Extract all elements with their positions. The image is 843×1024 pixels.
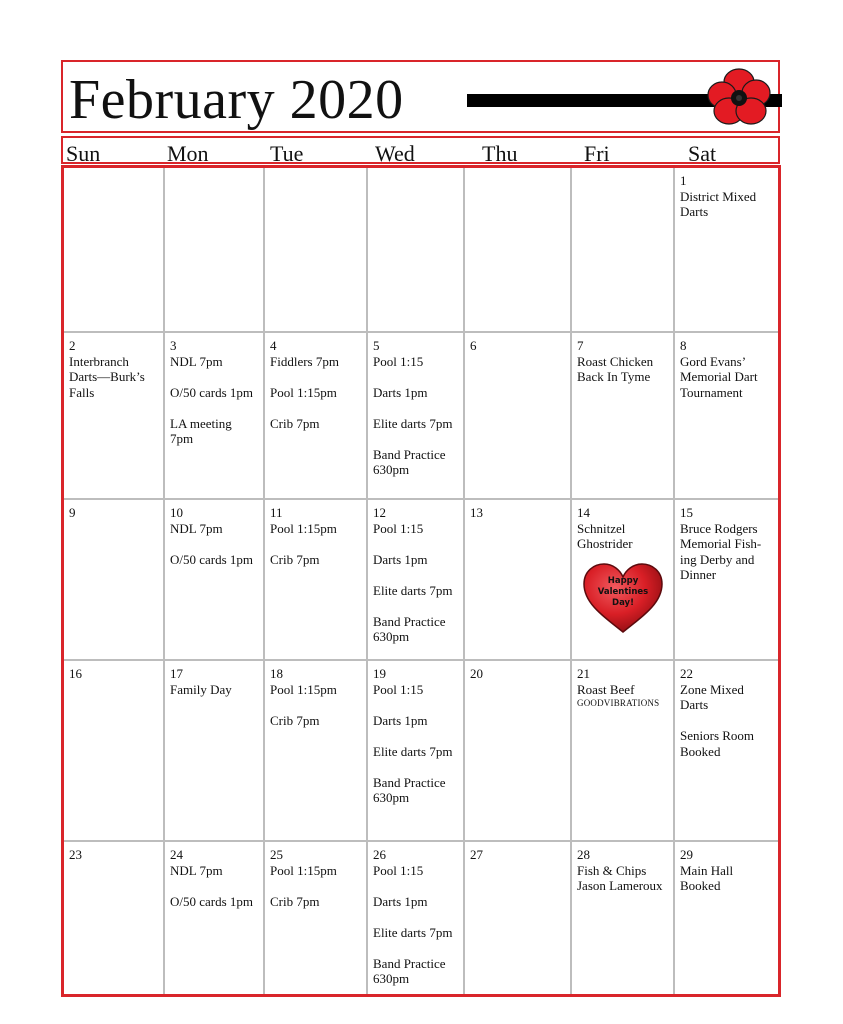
event-text: Darts 1pm [373, 893, 428, 909]
line-spacer [373, 431, 459, 447]
heart-message-line: Day! [612, 598, 634, 608]
event-text: District Mixed [680, 188, 757, 204]
day-cell-20 [465, 661, 572, 842]
day-number: 20 [470, 666, 483, 681]
event-text: Interbranch [69, 353, 129, 369]
line-spacer [270, 536, 362, 552]
line-spacer [373, 940, 459, 956]
event-text: Elite darts 7pm [373, 924, 453, 940]
day-number: 27 [470, 847, 483, 862]
event-text: ing Derby and [680, 551, 755, 567]
day-cell-10 [165, 500, 265, 661]
day-cell-12 [368, 500, 465, 661]
line-spacer [373, 400, 459, 416]
line-spacer [170, 400, 259, 416]
day-cell-9 [64, 500, 165, 661]
day-number: 25 [270, 847, 283, 862]
day-cell-1 [675, 168, 778, 333]
day-number: 21 [577, 666, 590, 681]
event-text: Main Hall [680, 862, 734, 878]
day-cell-2 [64, 333, 165, 500]
event-text: NDL 7pm [170, 353, 223, 369]
event-text: Dinner [680, 567, 717, 582]
day-number: 2 [69, 338, 76, 353]
day-cell-28 [572, 842, 675, 994]
day-cell-22 [675, 661, 778, 842]
day-number: 15 [680, 505, 693, 520]
day-number: 3 [170, 338, 177, 353]
line-spacer [170, 536, 259, 552]
event-text: O/50 cards 1pm [170, 384, 254, 400]
event-text: Zone Mixed [680, 681, 744, 697]
day-number: 12 [373, 505, 386, 520]
event-text: Elite darts 7pm [373, 582, 453, 598]
event-text: O/50 cards 1pm [170, 893, 254, 909]
line-spacer [373, 598, 459, 614]
event-text: LA meeting [170, 415, 232, 431]
weekday-sun: Sun [66, 141, 101, 166]
line-spacer [270, 400, 362, 416]
event-text: Roast Chicken [577, 353, 654, 369]
day-cell-23 [64, 842, 165, 994]
event-text: Booked [680, 743, 721, 759]
day-number: 14 [577, 505, 590, 520]
event-text: Memorial Dart [680, 369, 758, 384]
event-text: Darts 1pm [373, 551, 428, 567]
event-text: Fish & Chips [577, 862, 647, 878]
calendar-grid [61, 165, 781, 997]
event-text: Pool 1:15 [373, 681, 424, 697]
event-text: Schnitzel [577, 520, 626, 536]
line-spacer [373, 759, 459, 775]
day-number: 18 [270, 666, 283, 681]
weekday-sat: Sat [688, 141, 717, 166]
day-number: 13 [470, 505, 483, 520]
day-number: 23 [69, 847, 82, 862]
event-text: Seniors Room [680, 728, 755, 743]
poppy-flower-icon [707, 68, 771, 126]
event-text: Family Day [170, 681, 232, 697]
weekday-fri: Fri [584, 141, 610, 166]
event-text: 630pm [373, 629, 410, 644]
line-spacer [373, 909, 459, 925]
empty-day-cell [165, 168, 265, 333]
heart-icon [582, 562, 664, 634]
day-cell-21 [572, 661, 675, 842]
day-cell-17 [165, 661, 265, 842]
event-text: O/50 cards 1pm [170, 551, 254, 567]
event-text: Jason Lameroux [577, 878, 663, 893]
weekday-header [61, 136, 780, 164]
empty-day-cell [572, 168, 675, 333]
event-text: Elite darts 7pm [373, 743, 453, 759]
day-cell-14 [572, 500, 675, 661]
event-text: Fiddlers 7pm [270, 353, 339, 369]
day-cell-27 [465, 842, 572, 994]
event-text: Crib 7pm [270, 712, 320, 728]
line-spacer [373, 567, 459, 583]
event-text: Back In Tyme [577, 369, 651, 384]
day-number: 26 [373, 847, 386, 862]
empty-day-cell [368, 168, 465, 333]
heart-message-line: Valentines [597, 587, 649, 597]
line-spacer [373, 369, 459, 385]
weekday-tue: Tue [270, 141, 304, 166]
event-text: Darts—Burk’s [69, 369, 145, 384]
day-cell-8 [675, 333, 778, 500]
day-cell-5 [368, 333, 465, 500]
event-text: Crib 7pm [270, 893, 320, 909]
line-spacer [373, 697, 459, 713]
line-spacer [373, 536, 459, 552]
day-number: 4 [270, 338, 277, 353]
event-text: NDL 7pm [170, 862, 223, 878]
event-text: Roast Beef [577, 681, 635, 697]
day-cell-19 [368, 661, 465, 842]
event-text: Band Practice [373, 446, 446, 462]
event-text: Band Practice [373, 613, 446, 629]
event-text: Darts [680, 697, 709, 712]
line-spacer [270, 697, 362, 713]
event-text: Crib 7pm [270, 415, 320, 431]
event-text: Pool 1:15pm [270, 520, 337, 536]
line-spacer [373, 728, 459, 744]
event-text: 630pm [373, 462, 410, 477]
day-number: 22 [680, 666, 693, 681]
line-spacer [170, 878, 259, 894]
day-number: 29 [680, 847, 693, 862]
event-text: Memorial Fish- [680, 536, 762, 551]
event-text: Falls [69, 384, 95, 400]
day-cell-18 [265, 661, 368, 842]
weekday-wed: Wed [375, 141, 415, 166]
event-text: Elite darts 7pm [373, 415, 453, 431]
event-text: Band Practice [373, 955, 446, 971]
day-cell-4 [265, 333, 368, 500]
event-text: Bruce Rodgers [680, 520, 758, 536]
empty-day-cell [265, 168, 368, 333]
day-number: 11 [270, 505, 283, 520]
event-text: Darts 1pm [373, 712, 428, 728]
calendar-header [61, 60, 780, 133]
event-text: Pool 1:15pm [270, 681, 337, 697]
day-cell-25 [265, 842, 368, 994]
event-text: 630pm [373, 790, 410, 805]
event-text: Pool 1:15 [373, 520, 424, 536]
day-number: 24 [170, 847, 183, 862]
page-title: February 2020 [69, 69, 404, 131]
event-text: Ghostrider [577, 536, 633, 551]
heart-message-line: Happy [607, 576, 639, 586]
day-cell-3 [165, 333, 265, 500]
day-cell-11 [265, 500, 368, 661]
line-spacer [270, 369, 362, 385]
day-cell-16 [64, 661, 165, 842]
day-cell-26 [368, 842, 465, 994]
day-number: 1 [680, 173, 687, 188]
day-cell-15 [675, 500, 778, 661]
event-text: 630pm [373, 971, 410, 986]
event-text: Tournament [680, 384, 743, 400]
event-text: Pool 1:15 [373, 862, 424, 878]
event-text: Darts [680, 204, 709, 219]
empty-day-cell [465, 168, 572, 333]
event-text: Pool 1:15pm [270, 862, 337, 878]
heart-message [582, 576, 664, 609]
event-text: Gord Evans’ [680, 353, 747, 369]
day-number: 9 [69, 505, 76, 520]
event-text: Pool 1:15 [373, 353, 424, 369]
day-cell-13 [465, 500, 572, 661]
day-number: 7 [577, 338, 584, 353]
day-cell-7 [572, 333, 675, 500]
day-number: 8 [680, 338, 687, 353]
empty-day-cell [64, 168, 165, 333]
event-text: NDL 7pm [170, 520, 223, 536]
day-number: 19 [373, 666, 386, 681]
event-text: Crib 7pm [270, 551, 320, 567]
day-number: 17 [170, 666, 183, 681]
day-cell-24 [165, 842, 265, 994]
event-text: Booked [680, 878, 721, 893]
day-cell-29 [675, 842, 778, 994]
event-text: Darts 1pm [373, 384, 428, 400]
line-spacer [270, 878, 362, 894]
line-spacer [373, 878, 459, 894]
day-cell-6 [465, 333, 572, 500]
weekday-mon: Mon [167, 141, 209, 166]
event-text: 7pm [170, 431, 194, 446]
weekday-thu: Thu [482, 141, 518, 166]
line-spacer [170, 369, 259, 385]
day-number: 10 [170, 505, 183, 520]
event-text: Band Practice [373, 774, 446, 790]
day-number: 5 [373, 338, 380, 353]
line-spacer [680, 713, 774, 729]
day-number: 28 [577, 847, 590, 862]
event-subtext: GOODVIBRATIONS [577, 698, 660, 708]
day-number: 16 [69, 666, 82, 681]
event-text: Pool 1:15pm [270, 384, 337, 400]
day-number: 6 [470, 338, 477, 353]
